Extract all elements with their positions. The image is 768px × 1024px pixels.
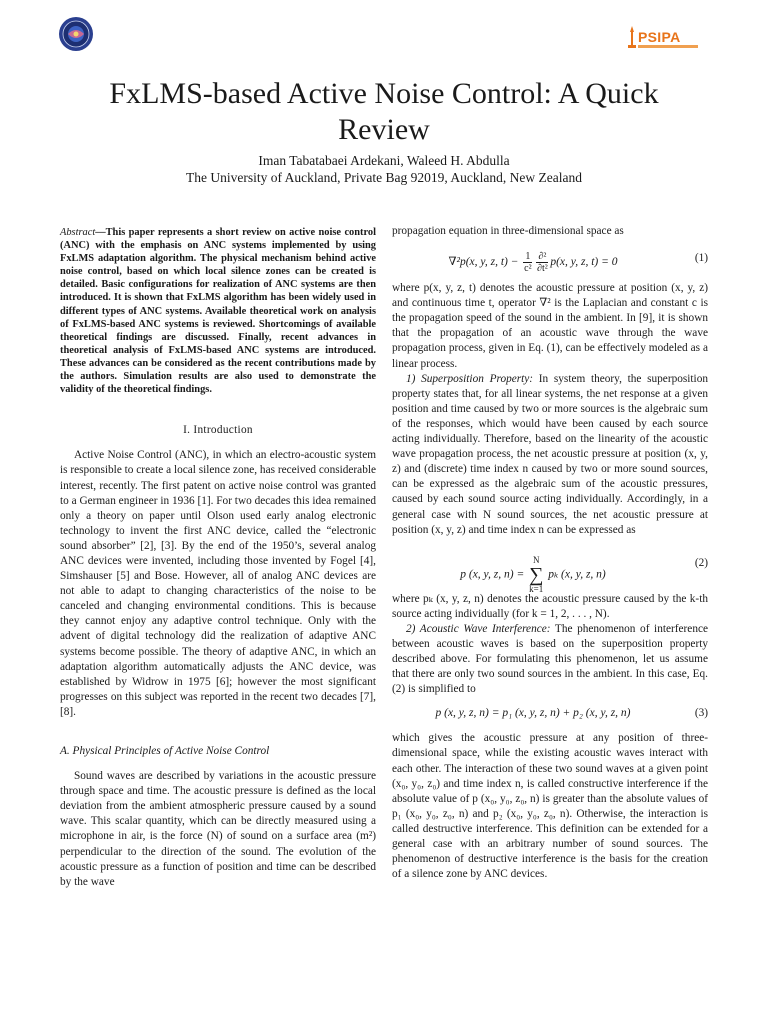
superposition-paragraph	[392, 372, 708, 538]
eq2-sum-top: N	[532, 554, 540, 565]
eq1-fraction	[523, 251, 532, 274]
equation-2	[392, 542, 708, 594]
equation-3	[392, 701, 708, 727]
sigma-symbol: ∑	[529, 563, 544, 586]
psipa-logo	[626, 24, 704, 54]
wave-equation-intro: propagation equation in three-dimensional space as	[392, 225, 624, 237]
eq1-frac-bottom: c²	[524, 263, 532, 275]
physical-principles-paragraph: Sound waves are described by variations in the acoustic pressure through space and time. The acoustic pressure is defined as the local deviation from the ambient atmospheric pressure caused by a sound wave. This scalar quantity, which can be directly measured using a microphone in air, is the force (N) of sound on a surface area (m²) perpendicular to the direction of the sound. The evolution of the acoustic pressure as a function of position and time can be described by the wave	[60, 770, 376, 888]
eq2-rhs: pₖ (x, y, z, n)	[548, 568, 606, 581]
eq3-number: (3)	[694, 707, 708, 720]
conference-seal-logo	[58, 16, 94, 52]
interference-explanation: which gives the acoustic pressure at any position of three-dimensional space, while the existing acoustic waves interact with each other. The interaction of these two sound waves at a given point (x₀, y₀, z₀) and time index n, is called constructive interference if the absolute value of p (x₀, y₀, z₀, n) is greater than the absolute values of p₁ (x₀, y₀, z₀, n) and p₂ (x₀, y₀, z₀, n). Otherwise, the interaction is called destructive interference. This definition can be extended for a general case with an arbitrary number of sound sources. The phenomenon of destructive interference is the basis for the creation of a silence zone by ANC devices.	[392, 732, 708, 881]
psipa-logo-underline	[638, 45, 698, 48]
eq1-lhs: ∇²p(x, y, z, t) −	[448, 256, 519, 269]
eq1-deriv-top: ∂²	[538, 251, 547, 263]
psipa-logo-text: PSIPA	[638, 29, 681, 45]
superposition-text: In system theory, the superposition property states that, for all linear systems, the net response at a given position and time caused by two or more sources is the algebraic sum of the responses, which would have been caused by each source acting individually. Therefore, based on the linearity of the acoustic wave propagation process, the net acoustic pressure at position (x, y, z) and (discrete) time index n caused by two or more sound sources, can be expressed as the algebraic sum of the acoustic pressures, caused by each sound source acting individually. Accordingly, in a general case with N sound sources, the net acoustic pressure at position (x, y, z) and time index n can be expressed as	[392, 372, 708, 536]
eq2-sum-bottom: k=1	[529, 583, 544, 594]
abstract-label: Abstract	[60, 227, 96, 238]
subsection-heading-physical-principles: A. Physical Principles of Active Noise Control	[60, 745, 270, 757]
eq3-body: p (x, y, z, n) = p₁ (x, y, z, n) + p₂ (x, y, z, n)	[435, 707, 631, 720]
paper-title: FxLMS-based Active Noise Control: A Quick Review	[109, 77, 659, 146]
section-heading-introduction: I. Introduction	[183, 424, 253, 437]
eq2-summation	[529, 556, 543, 594]
paper-authors: Iman Tabatabaei Ardekani, Waleed H. Abdulla	[258, 153, 510, 168]
eq1-number: (1)	[694, 252, 708, 265]
equation-1	[392, 243, 708, 277]
wave-equation-explanation: where p(x, y, z, t) denotes the acoustic pressure at position (x, y, z) and continuous time t, operator ∇² is the Laplacian and constant c is the propagation speed of the sound in the ambient. In [9], it is shown that the propagation of an acoustic wave through the wave propagation process, given in Eq. (1), can be effectively modeled as a linear process.	[392, 282, 708, 370]
superposition-explanation: where pₖ (x, y, z, n) denotes the acoustic pressure caused by the k-th source acting individually (for k = 1, 2, . . . , N).	[392, 592, 708, 620]
eq2-number: (2)	[694, 556, 708, 569]
interference-label: 2) Acoustic Wave Interference:	[406, 622, 551, 635]
eq2-lhs: p (x, y, z, n) =	[460, 568, 525, 581]
interference-text: The phenomenon of interference between acoustic waves is based on the superposition property described above. For formulating this phenomenon, let us assume that there are only two sound sources in the ambient. In this case, Eq. (2) is simplified to	[392, 622, 708, 696]
eq1-deriv-bottom: ∂t²	[537, 263, 548, 275]
left-column	[60, 220, 376, 890]
superposition-label: 1) Superposition Property:	[406, 372, 534, 385]
interference-paragraph	[392, 622, 708, 697]
eq1-frac-top: 1	[525, 251, 531, 263]
abstract	[60, 226, 376, 396]
paper-affiliation: The University of Auckland, Private Bag 92019, Auckland, New Zealand	[186, 170, 582, 185]
right-column	[392, 224, 708, 882]
abstract-text: —This paper represents a short review on active noise control (ANC) with the emphasis on ANC systems implemented by using FxLMS adaptation algorithm. The physical mechanism behind active noise control, based on which local silence zones can be created is detailed. Basic configurations for realization of ANC systems are then introduced. It is shown that FxLMS algorithm has been widely used in different types of ANC systems. Available theoretical work on analysis of FxLMS-based ANC systems is reviewed. Shortcomings of available theoretical findings are discussed. Finally, recent advances in theoretical analysis of FxLMS-based ANC systems are introduced. These advances can be considered as the recent contributions made by the authors. Simulation results are also used to demonstrate the validity of the theoretical findings.	[60, 227, 376, 396]
eq1-derivative	[536, 251, 548, 274]
intro-paragraph: Active Noise Control (ANC), in which an electro-acoustic system is responsible to create a local silence zone, has received considerable interest, recently. The first patent on active noise control was granted to a German engineer in 1936 [1]. For two decades this idea remained only a theory on paper until Olson used early analog electronic technology to invent the first ANC device, called the “electronic sound absorber” [2], [3]. By the end of the 1950’s, several analog ANC devices were invented, including those invented by Fogel [4], Simshauser [5] and Bose. However, all of analog ANC devices are not able to adapt to changing characteristics of the noise to be canceled and changing environmental conditions. This is because they cannot enjoy any adaptive control technique. Only with the advent of digital technology did the realization of adaptive ANC systems become possible. The theory of adaptive ANC, in which an adaptation algorithm automatically adjusts the ANC device, was established by Widrow in 1975 [6]; however the most significant progresses on this subject was reported in the recent two decades [7], [8].	[60, 449, 376, 718]
eq1-rhs: p(x, y, z, t) = 0	[550, 256, 618, 269]
